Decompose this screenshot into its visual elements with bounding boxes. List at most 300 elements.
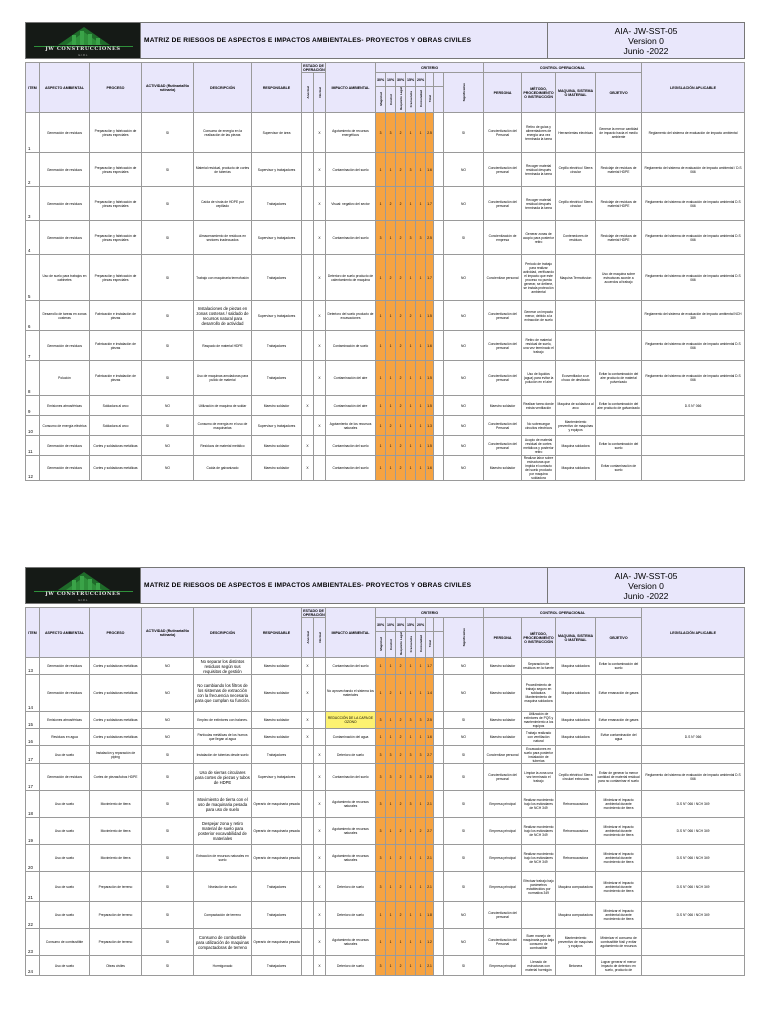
row-item: 23 bbox=[26, 929, 40, 956]
row-persona: Maestro soldador bbox=[484, 658, 522, 675]
row-normal: X bbox=[314, 791, 326, 818]
criterio-name-label: Magnitud bbox=[378, 92, 383, 106]
col-control: CONTROL OPERACIONAL bbox=[484, 63, 642, 73]
row-criterio-value: 2 bbox=[386, 416, 396, 436]
criterio-name-label: Total bbox=[427, 95, 432, 103]
row-significativo: NO bbox=[444, 902, 484, 929]
row-maquina: Mantenimiento preventivo de maquinas y equipos bbox=[556, 929, 596, 956]
row-maquina: Mantenimiento preventivo de maquinas y equipos bbox=[556, 416, 596, 436]
table-row bbox=[26, 456, 745, 481]
criterio-name-label: Frecuencia bbox=[408, 635, 413, 653]
row-impacto: Contaminación del aire bbox=[326, 396, 376, 416]
row-metodo: Realizar movimiento bajo los estándares de NCH 349 bbox=[522, 791, 556, 818]
company-logo bbox=[26, 568, 141, 603]
row-persona: Maestro soldador bbox=[484, 712, 522, 729]
row-persona: Empresa principal bbox=[484, 818, 522, 845]
row-legislacion: Reglamento del sistema de evaluación de impacto ambiental D.S 066 bbox=[642, 187, 745, 221]
col-proceso: PROCESO bbox=[90, 608, 142, 658]
criterio-weight-blank bbox=[434, 73, 444, 87]
row-criterio-value: 1 bbox=[406, 113, 416, 153]
row-criterio-value: 3 bbox=[386, 746, 396, 764]
col-descripcion: DESCRIPCIÓN bbox=[194, 608, 252, 658]
row-proceso: Cortes y soldaduras metálicas bbox=[90, 436, 142, 456]
table-row bbox=[26, 712, 745, 729]
row-criterio-value: 1 bbox=[396, 675, 406, 712]
row-objetivo: Evitar la contaminación del suelo bbox=[596, 658, 642, 675]
row-maquina: Maquina compactadora bbox=[556, 902, 596, 929]
row-aspecto: Generación de residuos bbox=[40, 187, 90, 221]
row-criterio-blank bbox=[434, 301, 444, 331]
row-legislacion: D.S N° 066 bbox=[642, 729, 745, 746]
row-normal: X bbox=[314, 845, 326, 872]
row-criterio-value: 1 bbox=[406, 729, 416, 746]
row-criterio-value: 1 bbox=[416, 301, 426, 331]
row-criterio-value: 1 bbox=[416, 187, 426, 221]
row-legislacion bbox=[642, 436, 745, 456]
row-anormal bbox=[302, 902, 314, 929]
criterio-name-label: Frecuencia bbox=[408, 90, 413, 108]
table-row bbox=[26, 872, 745, 902]
row-proceso: Preparación y fabricación de piezas especiales bbox=[90, 187, 142, 221]
col-control: CONTROL OPERACIONAL bbox=[484, 608, 642, 618]
row-criterio-value: 3 bbox=[376, 221, 386, 255]
row-criterio-blank bbox=[434, 658, 444, 675]
row-impacto: Contaminación del suelo bbox=[326, 456, 376, 481]
row-anormal bbox=[302, 153, 314, 187]
row-persona: Concientización del personal bbox=[484, 153, 522, 187]
document-version: Version 0 bbox=[628, 36, 664, 46]
col-criterio-name bbox=[386, 632, 396, 658]
col-legislacion: LEGISLACIÓN APLICABLE bbox=[642, 63, 745, 113]
row-criterio-value: 1 bbox=[386, 153, 396, 187]
row-legislacion bbox=[642, 929, 745, 956]
row-criterio-blank bbox=[434, 818, 444, 845]
row-criterio-value: 3 bbox=[376, 956, 386, 976]
col-criterio-name bbox=[396, 87, 406, 113]
col-criterio: CRITERIO bbox=[376, 608, 484, 618]
row-legislacion bbox=[642, 712, 745, 729]
row-persona: Empresa principal bbox=[484, 845, 522, 872]
row-descripcion: Consumo de combustible para utilización de maquinas compactadoras de terreno bbox=[194, 929, 252, 956]
row-total: 2.5 bbox=[426, 764, 434, 791]
row-aspecto: Emisiones atmosféricas bbox=[40, 396, 90, 416]
row-objetivo bbox=[596, 746, 642, 764]
row-anormal bbox=[302, 764, 314, 791]
row-responsable: Operario de maquinaria pesada bbox=[252, 929, 302, 956]
row-responsable: Supervisor y trabajadores bbox=[252, 416, 302, 436]
row-objetivo: Reciclaje de residuos de material HDPE bbox=[596, 187, 642, 221]
col-metodo: MÉTODO, PROCEDIMIENTO O INSTRUCCIÓN bbox=[522, 618, 556, 658]
row-total: 1.3 bbox=[426, 416, 434, 436]
row-total: 2.5 bbox=[426, 712, 434, 729]
row-descripcion: Uso de maquinas amoladoras para pulido de material bbox=[194, 361, 252, 396]
row-objetivo: Minimizar el consumo de combustible fósil y evitar agotamiento de recursos bbox=[596, 929, 642, 956]
row-anormal bbox=[302, 746, 314, 764]
row-metodo: Recoger material residual después terminada la tarea bbox=[522, 153, 556, 187]
col-maquina: MAQUINA, SISTEMA O MATERIAL bbox=[556, 73, 596, 113]
row-aspecto: Generación de residuos bbox=[40, 331, 90, 361]
row-legislacion bbox=[642, 658, 745, 675]
row-impacto: Deterioro de suelo bbox=[326, 872, 376, 902]
col-actividad: ACTIVIDAD (Rutinaria/No rutinaria) bbox=[142, 608, 194, 658]
row-proceso: Preparación de terreno bbox=[90, 872, 142, 902]
row-criterio-value: 3 bbox=[376, 845, 386, 872]
row-objetivo: Evitar de generar la menor cantidad de material residual para no contaminar el suelo bbox=[596, 764, 642, 791]
row-proceso: Cortes y soldaduras metálicas bbox=[90, 456, 142, 481]
row-persona: Concientización del Personal bbox=[484, 416, 522, 436]
row-criterio-blank bbox=[434, 675, 444, 712]
row-criterio-value: 2 bbox=[396, 456, 406, 481]
col-significativo-label: Significativo bbox=[461, 82, 466, 102]
row-criterio-value: 2 bbox=[396, 818, 406, 845]
row-objetivo: Evitar la contaminación del aire producto de galvanizado bbox=[596, 396, 642, 416]
row-criterio-value: 1 bbox=[406, 845, 416, 872]
row-criterio-value: 3 bbox=[376, 764, 386, 791]
row-criterio-value: 2 bbox=[386, 675, 396, 712]
row-objetivo: Generar la menor cantidad de impacto hacia el medio ambiente bbox=[596, 113, 642, 153]
row-metodo: Excavaciones en suelo para posterior instalación de tuberías bbox=[522, 746, 556, 764]
col-normal bbox=[314, 618, 326, 658]
row-criterio-value: 1 bbox=[406, 929, 416, 956]
row-criterio-value: 1 bbox=[386, 712, 396, 729]
row-responsable: Trabajadores bbox=[252, 361, 302, 396]
row-impacto: Contaminación del suelo bbox=[326, 153, 376, 187]
row-objetivo: Minimizar el impacto ambiental durante movimiento de tierra bbox=[596, 902, 642, 929]
row-aspecto: Uso de suelo bbox=[40, 791, 90, 818]
row-persona: Maestro soldador bbox=[484, 396, 522, 416]
row-metodo: Retiro de guias y alimentadores de energia una vez terminada la tarea bbox=[522, 113, 556, 153]
row-maquina: Maquina soldadora bbox=[556, 658, 596, 675]
row-metodo: Llenado de estructuras con material hormigón bbox=[522, 956, 556, 976]
row-criterio-value: 1 bbox=[386, 456, 396, 481]
row-anormal: X bbox=[302, 396, 314, 416]
row-significativo: SI bbox=[444, 818, 484, 845]
criterio-name-label: Control bbox=[388, 638, 393, 650]
col-criterio-name bbox=[406, 87, 416, 113]
row-actividad: SI bbox=[142, 416, 194, 436]
col-persona: PERSONA bbox=[484, 618, 522, 658]
row-criterio-value: 1 bbox=[406, 416, 416, 436]
row-persona: Concientización del personal bbox=[484, 436, 522, 456]
row-objetivo: Minimizar el impacto ambiental durante movimiento de tierra bbox=[596, 791, 642, 818]
row-criterio-value: 1 bbox=[386, 956, 396, 976]
row-objetivo bbox=[596, 301, 642, 331]
row-criterio-value: 1 bbox=[386, 845, 396, 872]
row-responsable: Operario de maquinaria pesada bbox=[252, 818, 302, 845]
row-proceso: Obras civiles bbox=[90, 956, 142, 976]
row-responsable: Supervisor y trabajadores bbox=[252, 764, 302, 791]
row-criterio-blank bbox=[434, 872, 444, 902]
col-normal bbox=[314, 73, 326, 113]
row-criterio-value: 1 bbox=[376, 729, 386, 746]
row-anormal: X bbox=[302, 675, 314, 712]
col-descripcion: DESCRIPCIÓN bbox=[194, 63, 252, 113]
criterio-weight: 20% bbox=[416, 618, 426, 632]
row-significativo: NO bbox=[444, 416, 484, 436]
row-persona: Empresa principal bbox=[484, 872, 522, 902]
row-criterio-value: 2 bbox=[396, 255, 406, 301]
row-metodo: Realizar labor sobre estructuras que impida el contacto del suelo producto por maquina soldadora bbox=[522, 456, 556, 481]
row-total: 2.1 bbox=[426, 845, 434, 872]
row-item: 10 bbox=[26, 416, 40, 436]
row-criterio-value: 1 bbox=[396, 929, 406, 956]
row-criterio-value: 1 bbox=[376, 301, 386, 331]
row-criterio-value: 1 bbox=[386, 902, 396, 929]
row-item: 7 bbox=[26, 331, 40, 361]
row-normal: X bbox=[314, 153, 326, 187]
row-impacto: Contaminación del suelo bbox=[326, 436, 376, 456]
row-aspecto: Uso de suelo bbox=[40, 956, 90, 976]
document-date: Junio -2022 bbox=[623, 591, 669, 601]
row-maquina: Betonera bbox=[556, 956, 596, 976]
row-persona: Maestro soldador bbox=[484, 729, 522, 746]
row-item: 17 bbox=[26, 764, 40, 791]
document-code: AIA- JW-SST-05 bbox=[614, 26, 678, 36]
row-impacto: Agotamiento de recursos energéticos bbox=[326, 113, 376, 153]
col-significativo-label: Significativo bbox=[461, 627, 466, 647]
row-descripcion: Nivelación de suelo bbox=[194, 872, 252, 902]
row-actividad: NO bbox=[142, 658, 194, 675]
row-proceso: Fabricación e instalación de piezas bbox=[90, 361, 142, 396]
row-persona: Concientización del personal bbox=[484, 301, 522, 331]
row-metodo: Buen manejo de maquinaria para bajo consumo de combustible bbox=[522, 929, 556, 956]
row-descripcion: Material residual, producto de cortes de tuberías bbox=[194, 153, 252, 187]
row-item: 6 bbox=[26, 301, 40, 331]
row-criterio-blank bbox=[434, 331, 444, 361]
row-criterio-value: 2 bbox=[386, 255, 396, 301]
row-metodo: No sobrecargar circuitos electricos bbox=[522, 416, 556, 436]
row-anormal bbox=[302, 791, 314, 818]
row-actividad: SI bbox=[142, 113, 194, 153]
row-objetivo: Lograr generar el menor impacto de deterioro en suelo, producto de bbox=[596, 956, 642, 976]
row-criterio-value: 2 bbox=[386, 187, 396, 221]
table-row bbox=[26, 791, 745, 818]
row-maquina: Retroexcavadora bbox=[556, 818, 596, 845]
row-item: 21 bbox=[26, 872, 40, 902]
row-metodo: Separación de residuos en la fuente bbox=[522, 658, 556, 675]
col-legislacion: LEGISLACIÓN APLICABLE bbox=[642, 608, 745, 658]
col-criterio-name bbox=[416, 87, 426, 113]
row-metodo: Limpiar la zona una vez terminado el trabajo bbox=[522, 764, 556, 791]
row-criterio-value: 3 bbox=[406, 221, 416, 255]
criterio-weight: 10% bbox=[386, 73, 396, 87]
row-objetivo: Evitar contaminación de suelo bbox=[596, 456, 642, 481]
col-significativo bbox=[444, 73, 484, 113]
row-criterio-blank bbox=[434, 791, 444, 818]
table-row bbox=[26, 301, 745, 331]
row-item: 4 bbox=[26, 221, 40, 255]
col-metodo: MÉTODO, PROCEDIMIENTO O INSTRUCCIÓN bbox=[522, 73, 556, 113]
row-total: 2.1 bbox=[426, 956, 434, 976]
row-aspecto: Polución bbox=[40, 361, 90, 396]
row-proceso: Fabricación e instalación de piezas bbox=[90, 301, 142, 331]
row-descripcion: Empleo de extintores con halones. bbox=[194, 712, 252, 729]
row-actividad: NO bbox=[142, 396, 194, 416]
row-legislacion: Reglamento del sistema de evaluación de impacto ambiental D.S 066 bbox=[642, 361, 745, 396]
row-item: 19 bbox=[26, 818, 40, 845]
row-objetivo: Reciclaje de residuos de material HDPE bbox=[596, 221, 642, 255]
company-name: JW CONSTRUCCIONES bbox=[45, 591, 121, 597]
row-significativo: NO bbox=[444, 456, 484, 481]
row-persona: Maestro soldador bbox=[484, 456, 522, 481]
row-anormal bbox=[302, 416, 314, 436]
row-criterio-value: 1 bbox=[416, 255, 426, 301]
row-criterio-value: 1 bbox=[376, 436, 386, 456]
row-aspecto: Uso de suelo bbox=[40, 872, 90, 902]
row-normal: X bbox=[314, 902, 326, 929]
row-significativo: SI bbox=[444, 712, 484, 729]
row-actividad: SI bbox=[142, 791, 194, 818]
row-metodo: Efectuar trabajo bajo parámetros establecidos por normativa 349 bbox=[522, 872, 556, 902]
row-criterio-blank bbox=[434, 956, 444, 976]
row-significativo: SI bbox=[444, 746, 484, 764]
row-impacto: Agotamiento de los recursos naturales bbox=[326, 416, 376, 436]
row-significativo: NO bbox=[444, 396, 484, 416]
row-criterio-value: 1 bbox=[396, 416, 406, 436]
row-item: 13 bbox=[26, 658, 40, 675]
row-criterio-value: 3 bbox=[376, 872, 386, 902]
table-row bbox=[26, 153, 745, 187]
row-criterio-value: 3 bbox=[376, 791, 386, 818]
col-estado: ESTADO DE OPERACIÓN bbox=[303, 608, 325, 617]
criterio-name-label: Control bbox=[388, 93, 393, 105]
row-proceso: Soldadura al arco bbox=[90, 416, 142, 436]
company-suffix: E.I.R.L bbox=[78, 53, 88, 57]
row-criterio-value: 1 bbox=[416, 872, 426, 902]
row-descripcion: Hormigonado bbox=[194, 956, 252, 976]
row-actividad: SI bbox=[142, 902, 194, 929]
row-metodo: Utilización de extintores de PQS y mantenimiento a los equipos bbox=[522, 712, 556, 729]
row-criterio-value: 3 bbox=[406, 791, 416, 818]
row-normal: X bbox=[314, 929, 326, 956]
row-normal: X bbox=[314, 255, 326, 301]
row-impacto: Agotamiento de recursos naturales bbox=[326, 791, 376, 818]
col-significativo bbox=[444, 618, 484, 658]
row-proceso: Movimiento de tierra bbox=[90, 845, 142, 872]
col-normal-label: Normal bbox=[317, 86, 322, 98]
row-normal: X bbox=[314, 331, 326, 361]
row-normal bbox=[314, 396, 326, 416]
document-title: MATRIZ DE RIESGOS DE ASPECTOS E IMPACTOS AMBIENTALES- PROYECTOS Y OBRAS CIVILES bbox=[141, 23, 548, 58]
row-total: 2.1 bbox=[426, 791, 434, 818]
row-criterio-value: 2 bbox=[396, 221, 406, 255]
row-objetivo: Uso de maquina sobre estructuras acorde a acuerdos al trabajo bbox=[596, 255, 642, 301]
row-criterio-blank bbox=[434, 764, 444, 791]
row-anormal: X bbox=[302, 729, 314, 746]
row-criterio-value: 1 bbox=[386, 436, 396, 456]
row-maquina bbox=[556, 746, 596, 764]
row-criterio-value: 3 bbox=[416, 764, 426, 791]
row-impacto: Visual: negativo del sector bbox=[326, 187, 376, 221]
row-aspecto: Consumo de energía eléctrica bbox=[40, 416, 90, 436]
row-metodo: Retiro de material residual de suelo, una vez terminado el trabajo bbox=[522, 331, 556, 361]
table-row bbox=[26, 902, 745, 929]
row-criterio-blank bbox=[434, 221, 444, 255]
row-criterio-value: 1 bbox=[376, 331, 386, 361]
row-criterio-value: 3 bbox=[406, 746, 416, 764]
table-row bbox=[26, 187, 745, 221]
row-actividad: NO bbox=[142, 712, 194, 729]
row-criterio-value: 3 bbox=[376, 746, 386, 764]
row-maquina: Maquina compactadora bbox=[556, 872, 596, 902]
row-aspecto: Generación de residuos bbox=[40, 456, 90, 481]
row-persona: Concientización del personal bbox=[484, 902, 522, 929]
row-metodo: Acopio de material residual de cortes metálicos y posterior retiro bbox=[523, 437, 554, 454]
row-total: 1.7 bbox=[426, 187, 434, 221]
row-criterio-value: 1 bbox=[416, 729, 426, 746]
row-criterio-value: 2 bbox=[396, 872, 406, 902]
row-metodo bbox=[522, 902, 556, 929]
row-responsable: Trabajadores bbox=[252, 255, 302, 301]
row-impacto: Deterioro del suelo producto de excavaciones bbox=[326, 301, 376, 331]
table-row bbox=[26, 221, 745, 255]
table-row bbox=[26, 416, 745, 436]
row-objetivo bbox=[596, 331, 642, 361]
row-proceso: Movimiento de tierra bbox=[90, 791, 142, 818]
row-impacto: Contaminación del suelo bbox=[326, 764, 376, 791]
row-actividad: NO bbox=[142, 436, 194, 456]
row-legislacion: D.S N° 066 / NCH 349 bbox=[642, 872, 745, 902]
row-item: 1 bbox=[26, 113, 40, 153]
row-maquina: Ecoventilador a un chuco de deslizado bbox=[556, 361, 596, 396]
row-criterio-value: 3 bbox=[406, 764, 416, 791]
row-anormal bbox=[302, 113, 314, 153]
row-aspecto: Residuos en agua bbox=[40, 729, 90, 746]
row-objetivo: Minimizar el impacto ambiental durante movimiento de tierra bbox=[596, 845, 642, 872]
col-item: ITEM bbox=[26, 608, 40, 658]
row-normal bbox=[314, 729, 326, 746]
row-proceso: Instalación y reparación de piping bbox=[90, 746, 142, 764]
row-item: 8 bbox=[26, 361, 40, 396]
row-maquina: Maquina soldadora bbox=[556, 729, 596, 746]
col-criterio-name bbox=[426, 632, 434, 658]
row-normal: X bbox=[314, 746, 326, 764]
row-criterio-value: 3 bbox=[416, 746, 426, 764]
row-metodo: Periodo de trabajo para realizar actividad, verificando el impacto que este proceso no pueda generar, se detiene, se instala protección ambiental bbox=[522, 255, 556, 301]
row-criterio-value: 1 bbox=[386, 221, 396, 255]
document-title: MATRIZ DE RIESGOS DE ASPECTOS E IMPACTOS AMBIENTALES- PROYECTOS Y OBRAS CIVILES bbox=[141, 568, 548, 603]
table-row bbox=[26, 331, 745, 361]
col-objetivo: OBJETIVO bbox=[596, 73, 642, 113]
row-criterio-value: 3 bbox=[386, 764, 396, 791]
row-total: 1.5 bbox=[426, 396, 434, 416]
criterio-weight-blank bbox=[434, 618, 444, 632]
row-persona: Empresa principal bbox=[484, 791, 522, 818]
row-aspecto: Consumo de combustible bbox=[40, 929, 90, 956]
row-responsable: Maestro soldador bbox=[252, 456, 302, 481]
row-metodo: Realizar movimiento bajo los estándares de NCH 349 bbox=[522, 845, 556, 872]
row-significativo: NO bbox=[444, 675, 484, 712]
row-criterio-value: 3 bbox=[406, 712, 416, 729]
row-objetivo: Minimizar el impacto ambiental durante movimiento de tierra bbox=[596, 872, 642, 902]
row-total: 1.6 bbox=[426, 331, 434, 361]
row-normal: X bbox=[314, 764, 326, 791]
row-criterio-value: 1 bbox=[406, 436, 416, 456]
row-responsable: Supervisor y trabajadores bbox=[252, 153, 302, 187]
row-normal: X bbox=[314, 818, 326, 845]
row-impacto: REDUCCIÓN DE LA CAPA DE OZONO bbox=[326, 712, 376, 729]
row-objetivo: Evitar emanación de gases bbox=[596, 712, 642, 729]
row-descripcion: Instalaciones de piezas en zonas costeras / saldado de recursos natural para desarrollo de actividad bbox=[194, 301, 252, 331]
row-descripcion: Consumo de energía en el uso de maquinarias bbox=[194, 416, 252, 436]
company-name: JW CONSTRUCCIONES bbox=[45, 46, 121, 52]
row-criterio-value: 1 bbox=[386, 301, 396, 331]
row-responsable: Operario de maquinaria pesada bbox=[252, 845, 302, 872]
criterio-name-label: Comunidad bbox=[418, 635, 423, 653]
col-aspecto: ASPECTO AMBIENTAL bbox=[40, 63, 90, 113]
row-descripcion: Almacenamiento de residuos en sectores inadecuados bbox=[194, 221, 252, 255]
document-code-block bbox=[548, 568, 744, 603]
